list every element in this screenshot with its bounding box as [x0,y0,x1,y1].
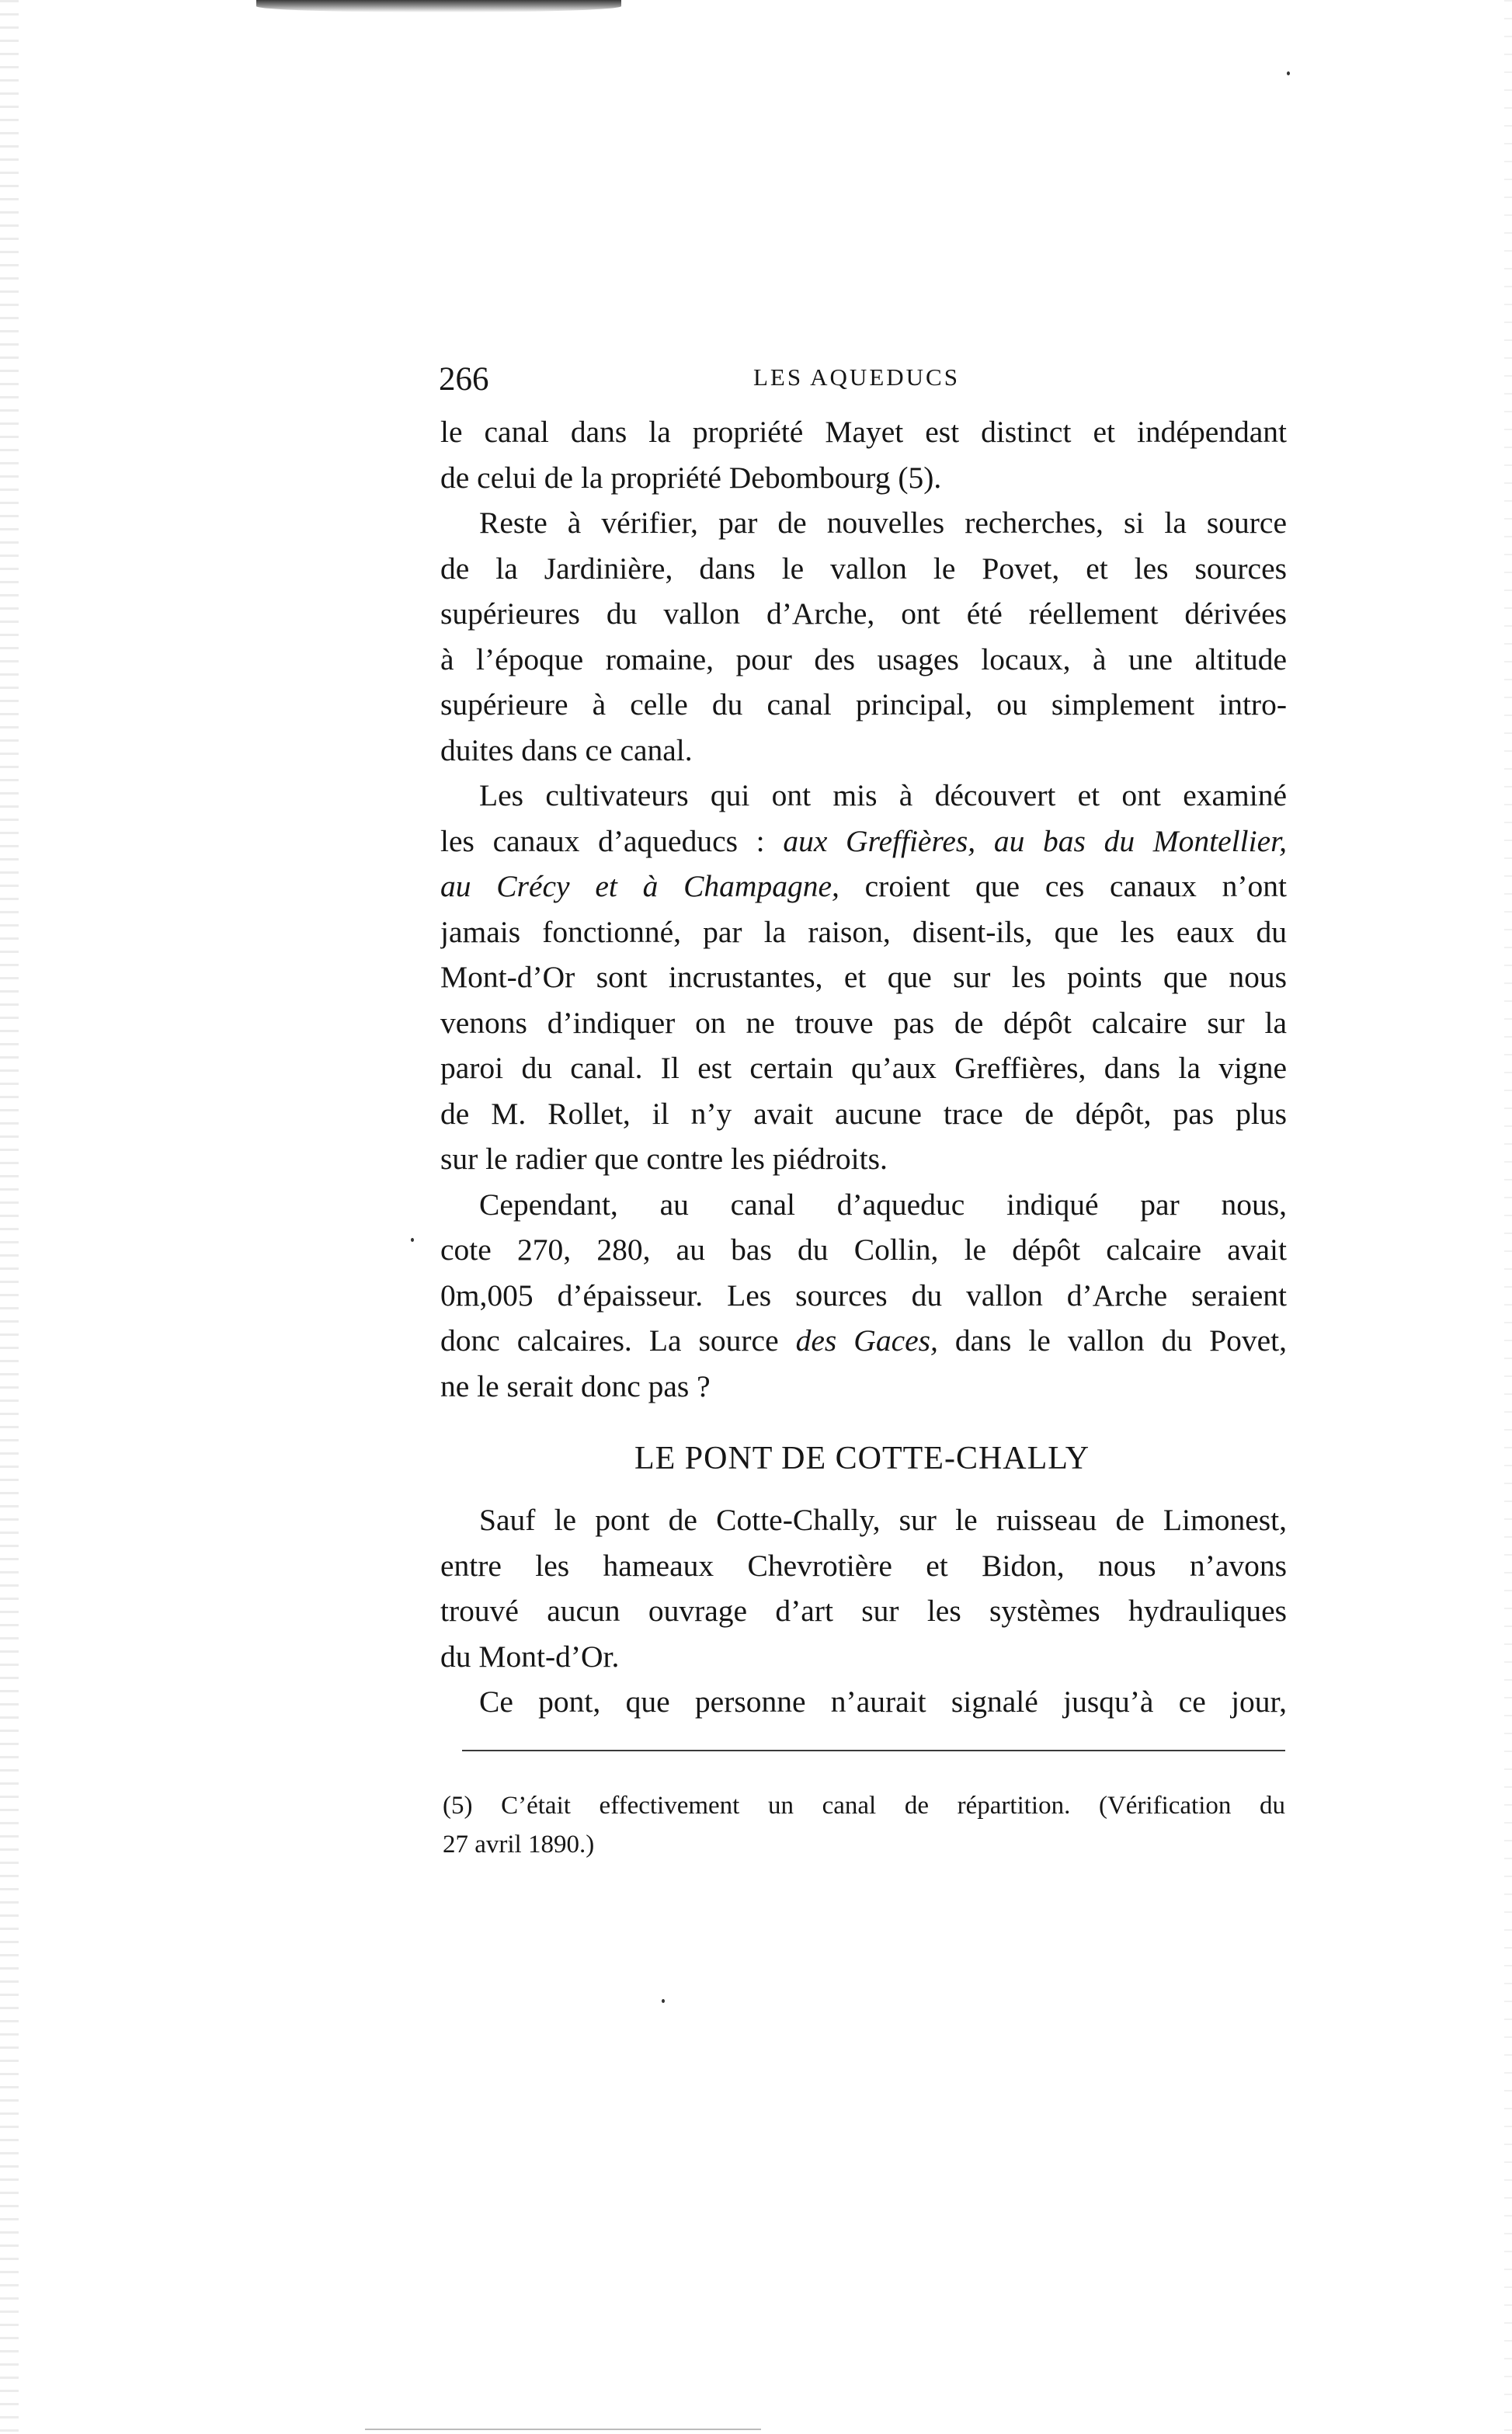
section-text [440,1497,1287,1725]
text-line: Cependant, au canal d’aqueduc indiqué par nous, [479,1187,1287,1222]
text-line: Sauf le pont de Cotte-Chally, sur le ruisseau de Limonest, [479,1503,1287,1537]
text-line: paroi du canal. Il est certain qu’aux Greffières, dans la vigne [440,1051,1287,1085]
text-line: duites dans ce canal. [440,732,693,767]
text-line-with-italics: donc calcaires. La source des Gaces, dans le vallon du Povet, [440,1323,1287,1358]
text-line: de M. Rollet, il n’y avait aucune trace de dépôt, pas plus [440,1096,1287,1131]
text-line: du Mont-d’Or. [440,1639,620,1674]
italic-phrase: aux Greffières, au bas du Montellier, [783,823,1287,858]
scan-edge-bottom [365,2429,761,2430]
ink-speck [411,1238,414,1242]
footnotes [443,1786,1285,1864]
text-line: Reste à vérifier, par de nouvelles recherches, si la source [479,506,1287,540]
page-number: 266 [439,361,489,398]
text-line: Mont-d’Or sont incrustantes, et que sur les points que nous [440,960,1287,994]
footnote-line: (5) C’était effectivement un canal de répartition. (Vérification du [443,1792,1285,1820]
text-line: à l’époque romaine, pour des usages locaux, à une altitude [440,642,1287,676]
text-line: de la Jardinière, dans le vallon le Povet, et les sources [440,551,1287,586]
footnote-divider [462,1750,1285,1751]
text-line: supérieures du vallon d’Arche, ont été réellement dérivées [440,596,1287,631]
text-line: Les cultivateurs qui ont mis à découvert et ont examiné [479,778,1287,812]
text-line: jamais fonctionné, par la raison, disent-ils, que les eaux du [440,914,1287,949]
page-header [439,356,1285,402]
footnote-line: 27 avril 1890.) [443,1831,595,1859]
text-line: Ce pont, que personne n’aurait signalé jusqu’à ce jour, [479,1685,1287,1719]
scan-edge-top [256,0,621,12]
text-line: cote 270, 280, au bas du Collin, le dépôt calcaire avait [440,1233,1287,1267]
italic-phrase: au Crécy et à Champagne, [440,869,839,903]
text-line: de celui de la propriété Debombourg (5). [440,460,942,495]
text-line: trouvé aucun ouvrage d’art sur les systèmes hydrauliques [440,1594,1287,1628]
text-line: entre les hameaux Chevrotière et Bidon, nous n’avons [440,1548,1287,1583]
running-title: LES AQUEDUCS [753,363,960,391]
text-line: venons d’indiquer on ne trouve pas de dépôt calcaire sur la [440,1005,1287,1040]
ink-speck [662,1999,665,2003]
scan-edge-right [1504,0,1512,2434]
text-line-with-italics: au Crécy et à Champagne, croient que ces canaux n’ont [440,869,1287,903]
text-line-with-italics: les canaux d’aqueducs : aux Greffières, au bas du Montellier, [440,823,1287,858]
ink-speck [1287,71,1290,75]
text-line: sur le radier que contre les piédroits. [440,1142,888,1176]
section-heading: LE PONT DE COTTE-CHALLY [634,1441,1090,1476]
text-line: supérieure à celle du canal principal, ou simplement intro- [440,687,1287,722]
text-line: 0m,005 d’épaisseur. Les sources du vallon d’Arche seraient [440,1278,1287,1313]
text-line: ne le serait donc pas ? [440,1368,711,1403]
text-line: le canal dans la propriété Mayet est distinct et indépendant [440,415,1287,449]
scan-edge-left [0,0,19,2434]
body-text [440,409,1287,1409]
italic-phrase: des Gaces, [795,1323,938,1358]
